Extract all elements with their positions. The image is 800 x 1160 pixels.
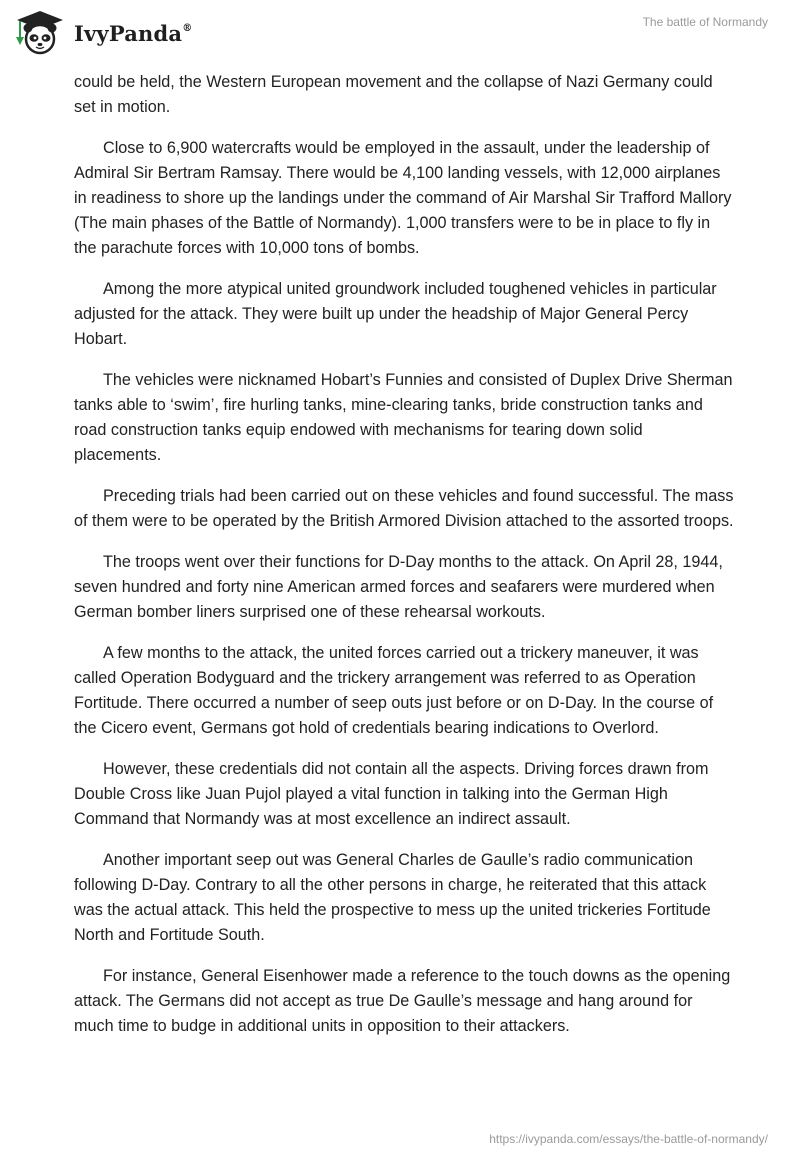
paragraph-8: However, these credentials did not contain all the aspects. Driving forces drawn from Double Cross like Juan Pujol played a vital function in talking into the German High Command that Normandy was at most excellence an indirect assault. (74, 760, 709, 828)
page-header (0, 0, 800, 62)
registered-mark: ® (182, 22, 193, 34)
paragraph-10: For instance, General Eisenhower made a reference to the touch downs as the opening attack. The Germans did not accept as true De Gaulle’s message and hang around for much time to budge in additional units in opposition to their attackers. (74, 967, 731, 1035)
paragraph-7: A few months to the attack, the united forces carried out a trickery maneuver, it was called Operation Bodyguard and the trickery arrangement was referred to as Operation Fortitude. There occurred a number of seep outs just before or on D-Day. In the course of the Cicero event, Germans got hold of credentials bearing indications to Overlord. (74, 644, 714, 737)
paragraph-1: could be held, the Western European movement and the collapse of Nazi Germany could set in motion. (74, 73, 713, 116)
essay-body (74, 70, 734, 1055)
paragraph-5: Preceding trials had been carried out on these vehicles and found successful. The mass of them were to be operated by the British Armored Division attached to the assorted troops. (74, 487, 734, 530)
paragraph-9: Another important seep out was General Charles de Gaulle’s radio communication following D-Day. Contrary to all the other persons in charge, he reiterated that this attack was the actual attack. This held the prospective to mess up the united trickeries Fortitude North and Fortitude South. (74, 851, 711, 944)
panda-graduate-icon (14, 9, 66, 55)
brand-name-text: IvyPanda (74, 20, 183, 46)
paragraph-4: The vehicles were nicknamed Hobart’s Funnies and consisted of Duplex Drive Sherman tanks able to ‘swim’, fire hurling tanks, mine-clearing tanks, bride construction tanks and road construction tanks equip endowed with mechanisms for tearing down solid placements. (74, 371, 733, 464)
ivypanda-logo[interactable] (14, 9, 192, 55)
document-title: The battle of Normandy (642, 15, 768, 29)
brand-name (74, 21, 192, 46)
paragraph-3: Among the more atypical united groundwork included toughened vehicles in particular adjusted for the attack. They were built up under the headship of Major General Percy Hobart. (74, 280, 717, 348)
paragraph-6: The troops went over their functions for D-Day months to the attack. On April 28, 1944, seven hundred and forty nine American armed forces and seafarers were murdered when German bomber liners surprised one of these rehearsal workouts. (74, 553, 723, 621)
source-url[interactable]: https://ivypanda.com/essays/the-battle-of-normandy/ (489, 1132, 768, 1146)
paragraph-2: Close to 6,900 watercrafts would be employed in the assault, under the leadership of Admiral Sir Bertram Ramsay. There would be 4,100 landing vessels, with 12,000 airplanes in readiness to shore up the landings under the command of Air Marshal Sir Trafford Mallory (The main phases of the Battle of Normandy). 1,000 transfers were to be in place to fly in the parachute forces with 10,000 tons of bombs. (74, 139, 732, 257)
